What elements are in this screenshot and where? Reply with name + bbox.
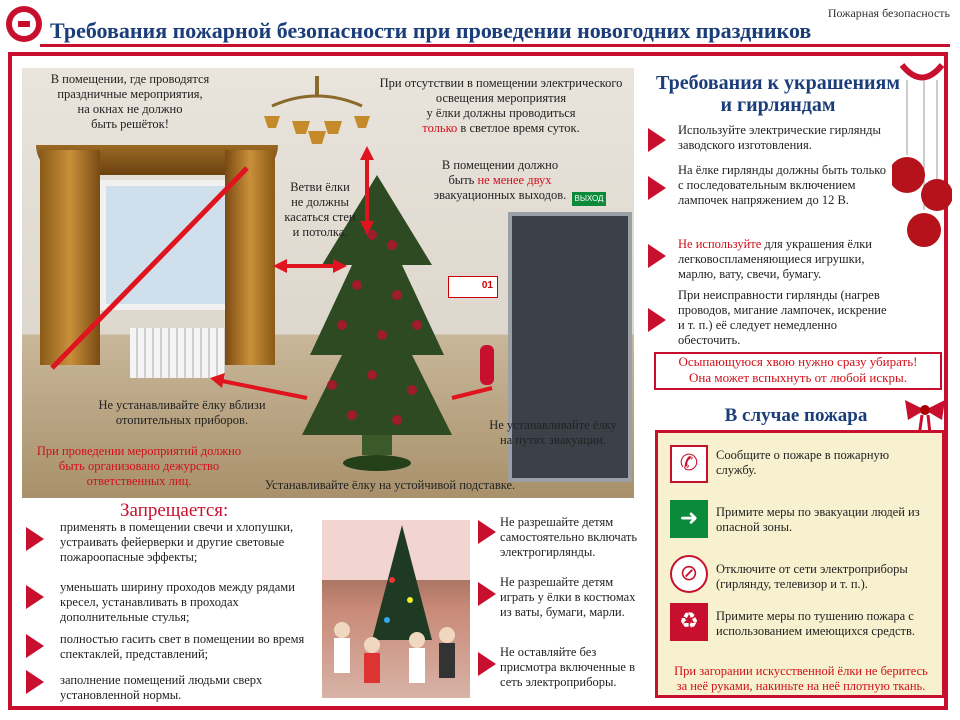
artificial-tree-warning: При загорании искусственной ёлки не беритесь за неё руками, накиньте на неё плотную ткань.	[674, 664, 928, 693]
title-divider	[40, 44, 950, 47]
children-arrow-icon	[478, 652, 496, 676]
rule-arrow-icon	[648, 128, 666, 152]
rule-arrow-icon	[648, 308, 666, 332]
children-item: Не оставляйте без присмотра включенные в сеть электроприборы.	[500, 645, 635, 689]
logo	[6, 6, 42, 42]
forbidden-arrow-icon	[26, 585, 44, 609]
rule-item: Используйте электрические гирлянды заводского изготовления.	[678, 123, 881, 152]
forbidden-item: уменьшать ширину проходов между рядами кресел, устанавливать в проходах дополнительные стулья;	[60, 580, 295, 624]
children-item: Не разрешайте детям самостоятельно включать электрогирлянды.	[500, 515, 638, 559]
forbidden-item: заполнение помещений людьми сверх установленной нормы.	[60, 673, 263, 702]
children-item: Не разрешайте детям играть у ёлки в костюмах из ваты, бумаги, марли.	[500, 575, 636, 619]
page-title: Требования пожарной безопасности при проведении новогодних праздников	[50, 18, 812, 43]
fire-action: Сообщите о пожаре в пожарную службу.	[716, 448, 890, 477]
unplug-icon: ⊘	[670, 555, 708, 593]
branches-note: Ветви ёлки не должны касаться стен и потолка.	[284, 180, 356, 239]
fire-heading: В случае пожара	[724, 405, 868, 426]
evacuation-note: Не устанавливайте ёлку на путях эвакуации.	[489, 418, 617, 447]
duty-note: При проведении мероприятий должно быть организовано дежурство ответственных лиц.	[36, 444, 242, 488]
fire-action: Примите меры по эвакуации людей из опасной зоны.	[716, 505, 920, 534]
category-label: Пожарная безопасность	[827, 6, 950, 20]
forbidden-heading: Запрещается:	[120, 500, 229, 521]
fire-action: Примите меры по тушению пожара с использованием имеющихся средств.	[716, 609, 916, 638]
stand-note: Устанавливайте ёлку на устойчивой подставке.	[264, 478, 516, 492]
phone-icon: ✆	[670, 445, 708, 483]
rule-arrow-icon	[648, 176, 666, 200]
window-note: В помещении, где проводятся праздничные мероприятия, на окнах не должно быть решёток!	[50, 72, 210, 131]
children-arrow-icon	[478, 520, 496, 544]
rule-arrow-icon	[648, 244, 666, 268]
lighting-note: При отсутствии в помещении электрического освещения мероприятия у ёлки должны проводиться только в светлое время суток.	[379, 76, 623, 135]
rule-item: При неисправности гирлянды (нагрев проводов, мигание лампочек, искрение и т. п.) её следует немедленно обесточить.	[678, 288, 887, 347]
exits-note: В помещении должно быть не менее двух эвакуационных выходов.	[433, 158, 567, 202]
forbidden-item: полностью гасить свет в помещении во время спектаклей, представлений;	[60, 632, 305, 661]
rule-item: Не используйте для украшения ёлки легковоспламеняющиеся игрушки, марлю, вату, свечи, бумагу.	[678, 237, 872, 281]
children-party-photo	[322, 520, 470, 698]
rule-item: На ёлке гирлянды должны быть только с последовательным включением лампочек напряжением до 12 В.	[678, 163, 886, 207]
forbidden-arrow-icon	[26, 670, 44, 694]
forbidden-item: применять в помещении свечи и хлопушки, устраивать фейерверки и другие световые пожароопасные эффекты;	[60, 520, 294, 564]
forbidden-arrow-icon	[26, 527, 44, 551]
decorations-heading: Требования к украшениям и гирляндам	[656, 72, 900, 116]
phone-sign: 01	[448, 276, 498, 298]
children-arrow-icon	[478, 582, 496, 606]
fire-action: Отключите от сети электроприборы (гирлянду, телевизор и т. п.).	[716, 562, 908, 591]
heaters-note: Не устанавливайте ёлку вблизи отопительных приборов.	[98, 398, 266, 427]
evacuation-icon: ➜	[670, 500, 708, 538]
ornaments-icon	[892, 60, 952, 250]
extinguisher-icon: ♻	[670, 603, 708, 641]
exit-sign: ВЫХОД	[572, 192, 606, 206]
needles-warning: Осыпающуюся хвою нужно сразу убирать! Она может вспыхнуть от любой искры.	[654, 352, 942, 390]
forbidden-arrow-icon	[26, 634, 44, 658]
